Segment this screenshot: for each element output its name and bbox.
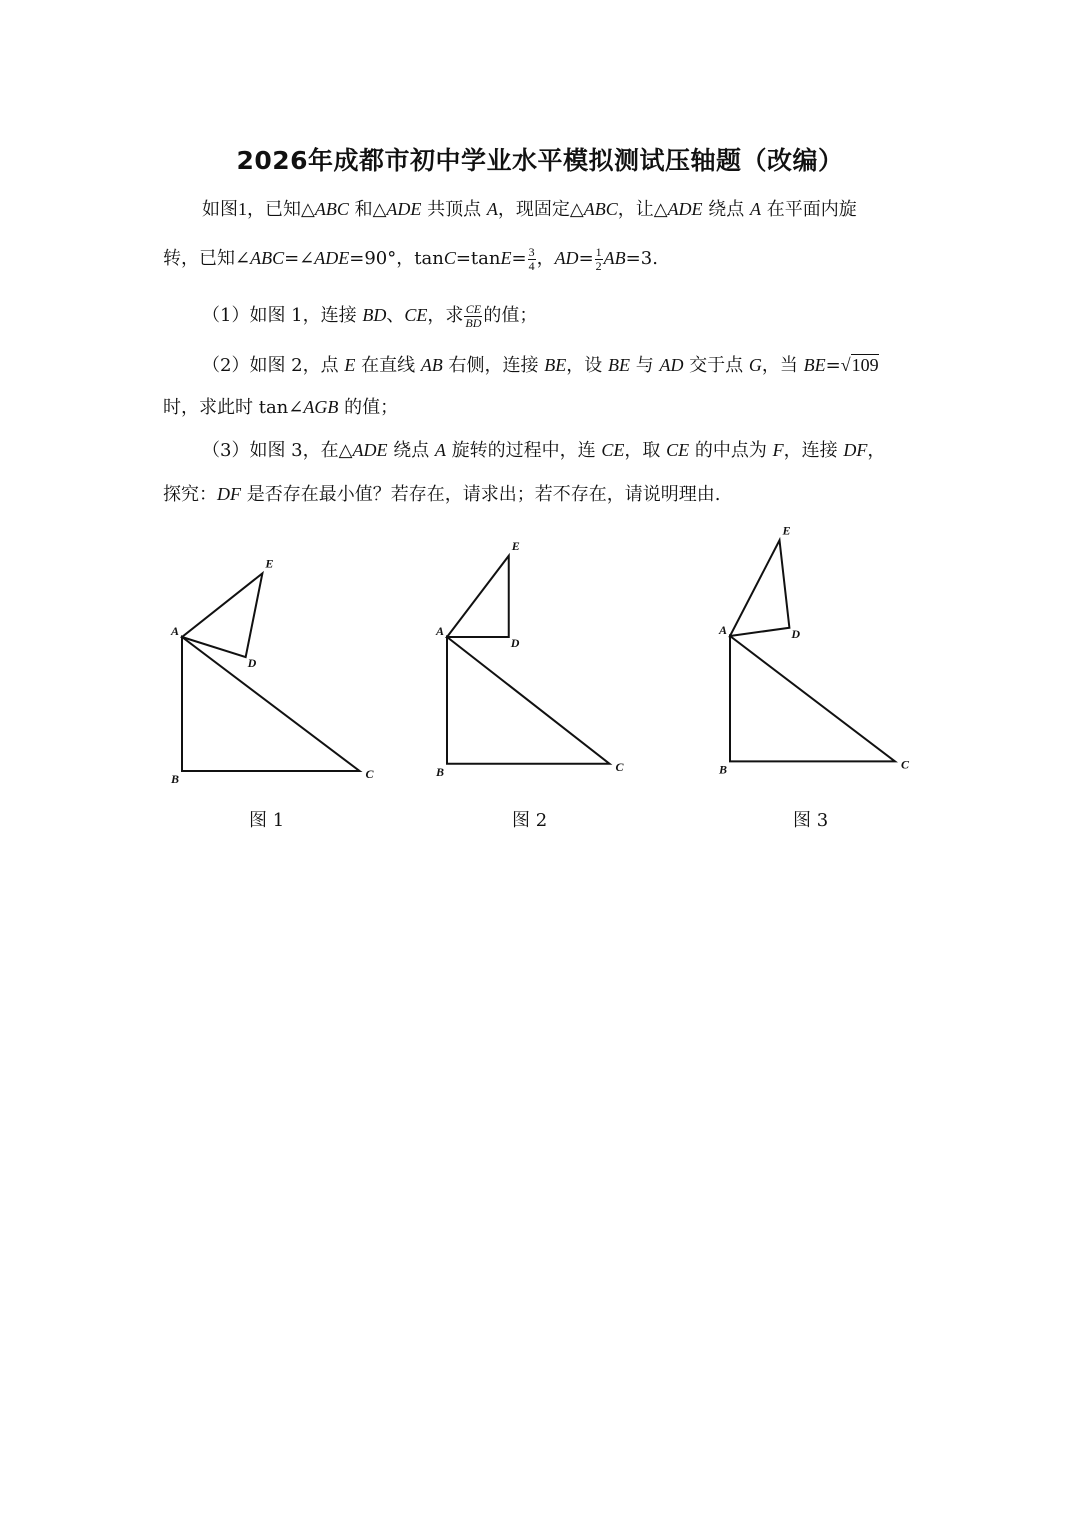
- fraction-ce-bd: $\frac{CE}{BD}$: [465, 301, 482, 330]
- question-2-line-2: 时，求此时 tan∠AGB 的值；: [163, 397, 399, 418]
- figure-2-caption: 图 2: [512, 810, 548, 831]
- figure-1-label-c: C: [365, 767, 374, 781]
- figure-3-label-e: E: [782, 523, 791, 538]
- sqrt-109: √109: [840, 355, 879, 375]
- figure-1-label-a: A: [171, 624, 180, 638]
- question-2-line-1: （2）如图 2，点 E 在直线 AB 右侧，连接 BE，设 BE 与 AD 交于点 G，当 BE=√109: [202, 355, 879, 376]
- figure-1-label-d: D: [247, 656, 257, 671]
- figure-1-caption: 图 1: [249, 810, 285, 831]
- figure-2-label-b: B: [436, 764, 445, 779]
- figure-2-label-e: E: [511, 538, 520, 553]
- figure-2-label-d: D: [510, 636, 520, 650]
- fraction-3-4: $\frac{3}{4}$: [528, 244, 535, 273]
- figure-3-triangle-ade: [730, 540, 789, 636]
- intro-line-2: 转，已知∠ABC=∠ADE=90°，tanC=tanE= $\frac{3}{4}$ ，AD= $\frac{1}{2}$ AB=3.: [163, 244, 658, 273]
- figure-1-triangle-abc: [182, 637, 360, 771]
- question-3-line-2: 探究：DF 是否存在最小值？若存在，请求出；若不存在，请说明理由.: [163, 484, 721, 505]
- intro-line-1: 如图1，已知△ABC 和△ADE 共顶点 A，现固定△ABC，让△ADE 绕点 A 在平面内旋: [202, 199, 857, 220]
- figure-2-label-a: A: [436, 624, 445, 638]
- figure-1-label-b: B: [171, 772, 180, 786]
- figure-3-label-b: B: [719, 762, 728, 777]
- figure-2-label-c: C: [615, 759, 624, 774]
- figure-3-triangle-abc: [730, 636, 895, 761]
- page-title: 2026年成都市初中学业水平模拟测试压轴题（改编）: [236, 146, 844, 175]
- figure-3-label-c: C: [901, 757, 910, 772]
- figure-2-triangle-abc: [447, 637, 610, 764]
- figure-1-triangle-ade: [182, 573, 262, 657]
- figure-3-label-d: D: [791, 626, 801, 641]
- figure-3-caption: 图 3: [793, 810, 829, 831]
- figure-1-label-e: E: [265, 556, 274, 571]
- figure-2-triangle-ade: [447, 556, 509, 637]
- figure-3-label-a: A: [719, 623, 728, 637]
- question-1: （1）如图 1，连接 BD、CE，求 $\frac{CE}{BD}$ 的值；: [202, 301, 538, 330]
- fraction-1-2: $\frac{1}{2}$: [595, 244, 602, 273]
- question-3-line-1: （3）如图 3，在△ADE 绕点 A 旋转的过程中，连 CE，取 CE 的中点为 F，连接 DF，: [202, 440, 886, 461]
